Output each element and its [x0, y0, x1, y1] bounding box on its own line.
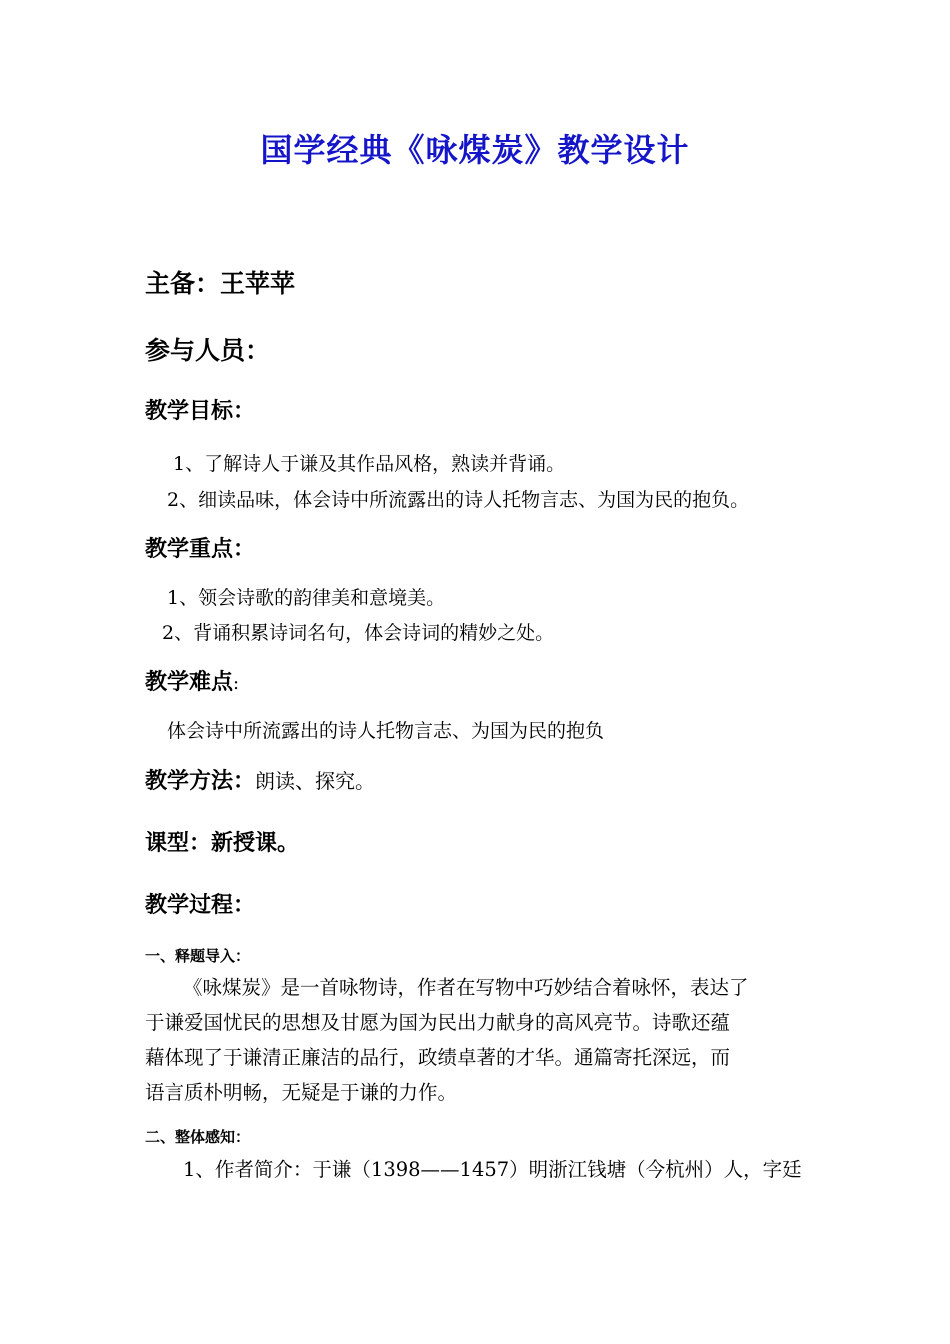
- difficulties-colon: :: [233, 673, 240, 694]
- process-heading: 教学过程：: [145, 893, 256, 918]
- paragraph-line: 《咏煤炭》是一首咏物诗，作者在写物中巧妙结合着咏怀，表达了: [183, 976, 749, 999]
- paragraph-line: 于谦爱国忧民的思想及甘愿为国为民出力献身的高风亮节。诗歌还蕴: [145, 1011, 731, 1034]
- methods-value: 朗读、探究。: [255, 769, 376, 793]
- preparer-label: 主备：: [145, 269, 221, 298]
- difficulties-heading: [145, 667, 239, 700]
- lesson-type: 课型：新授课。: [145, 831, 300, 856]
- difficulties-text: 体会诗中所流露出的诗人托物言志、为国为民的抱负: [167, 720, 605, 742]
- key-points-heading: 教学重点：: [145, 537, 256, 562]
- preparer-name: 王苹苹: [220, 269, 296, 298]
- methods-label: 教学方法：: [145, 769, 256, 794]
- objectives-heading: 教学目标：: [145, 399, 256, 424]
- key-point-item-1: 1、领会诗歌的韵律美和意境美。: [167, 587, 446, 609]
- key-point-item-2: 2、背诵积累诗词名句，体会诗词的精妙之处。: [162, 622, 555, 644]
- objective-item-1: 1、了解诗人于谦及其作品风格，熟读并背诵。: [173, 453, 566, 475]
- preparer-line: [145, 266, 295, 302]
- section-heading-overview: 二、整体感知：: [145, 1128, 251, 1146]
- paragraph-line: 语言质朴明畅，无疑是于谦的力作。: [145, 1081, 458, 1104]
- methods-line: [145, 765, 375, 798]
- objective-item-2: 2、细读品味，体会诗中所流露出的诗人托物言志、为国为民的抱负。: [167, 489, 750, 511]
- paragraph-line: 藉体现了于谦清正廉洁的品行，政绩卓著的才华。通篇寄托深远，而: [145, 1046, 731, 1069]
- participants-label: 参与人员：: [145, 336, 271, 365]
- paragraph-line: 1、作者简介：于谦（1398——1457）明浙江钱塘（今杭州）人，字廷: [183, 1158, 802, 1181]
- document-title: 国学经典《咏煤炭》教学设计: [260, 131, 690, 169]
- difficulties-label: 教学难点: [145, 670, 234, 695]
- section-heading-intro: 一、释题导入：: [145, 947, 251, 965]
- section-overview-paragraph: [145, 1152, 810, 1187]
- section-intro-paragraph: [145, 970, 810, 1110]
